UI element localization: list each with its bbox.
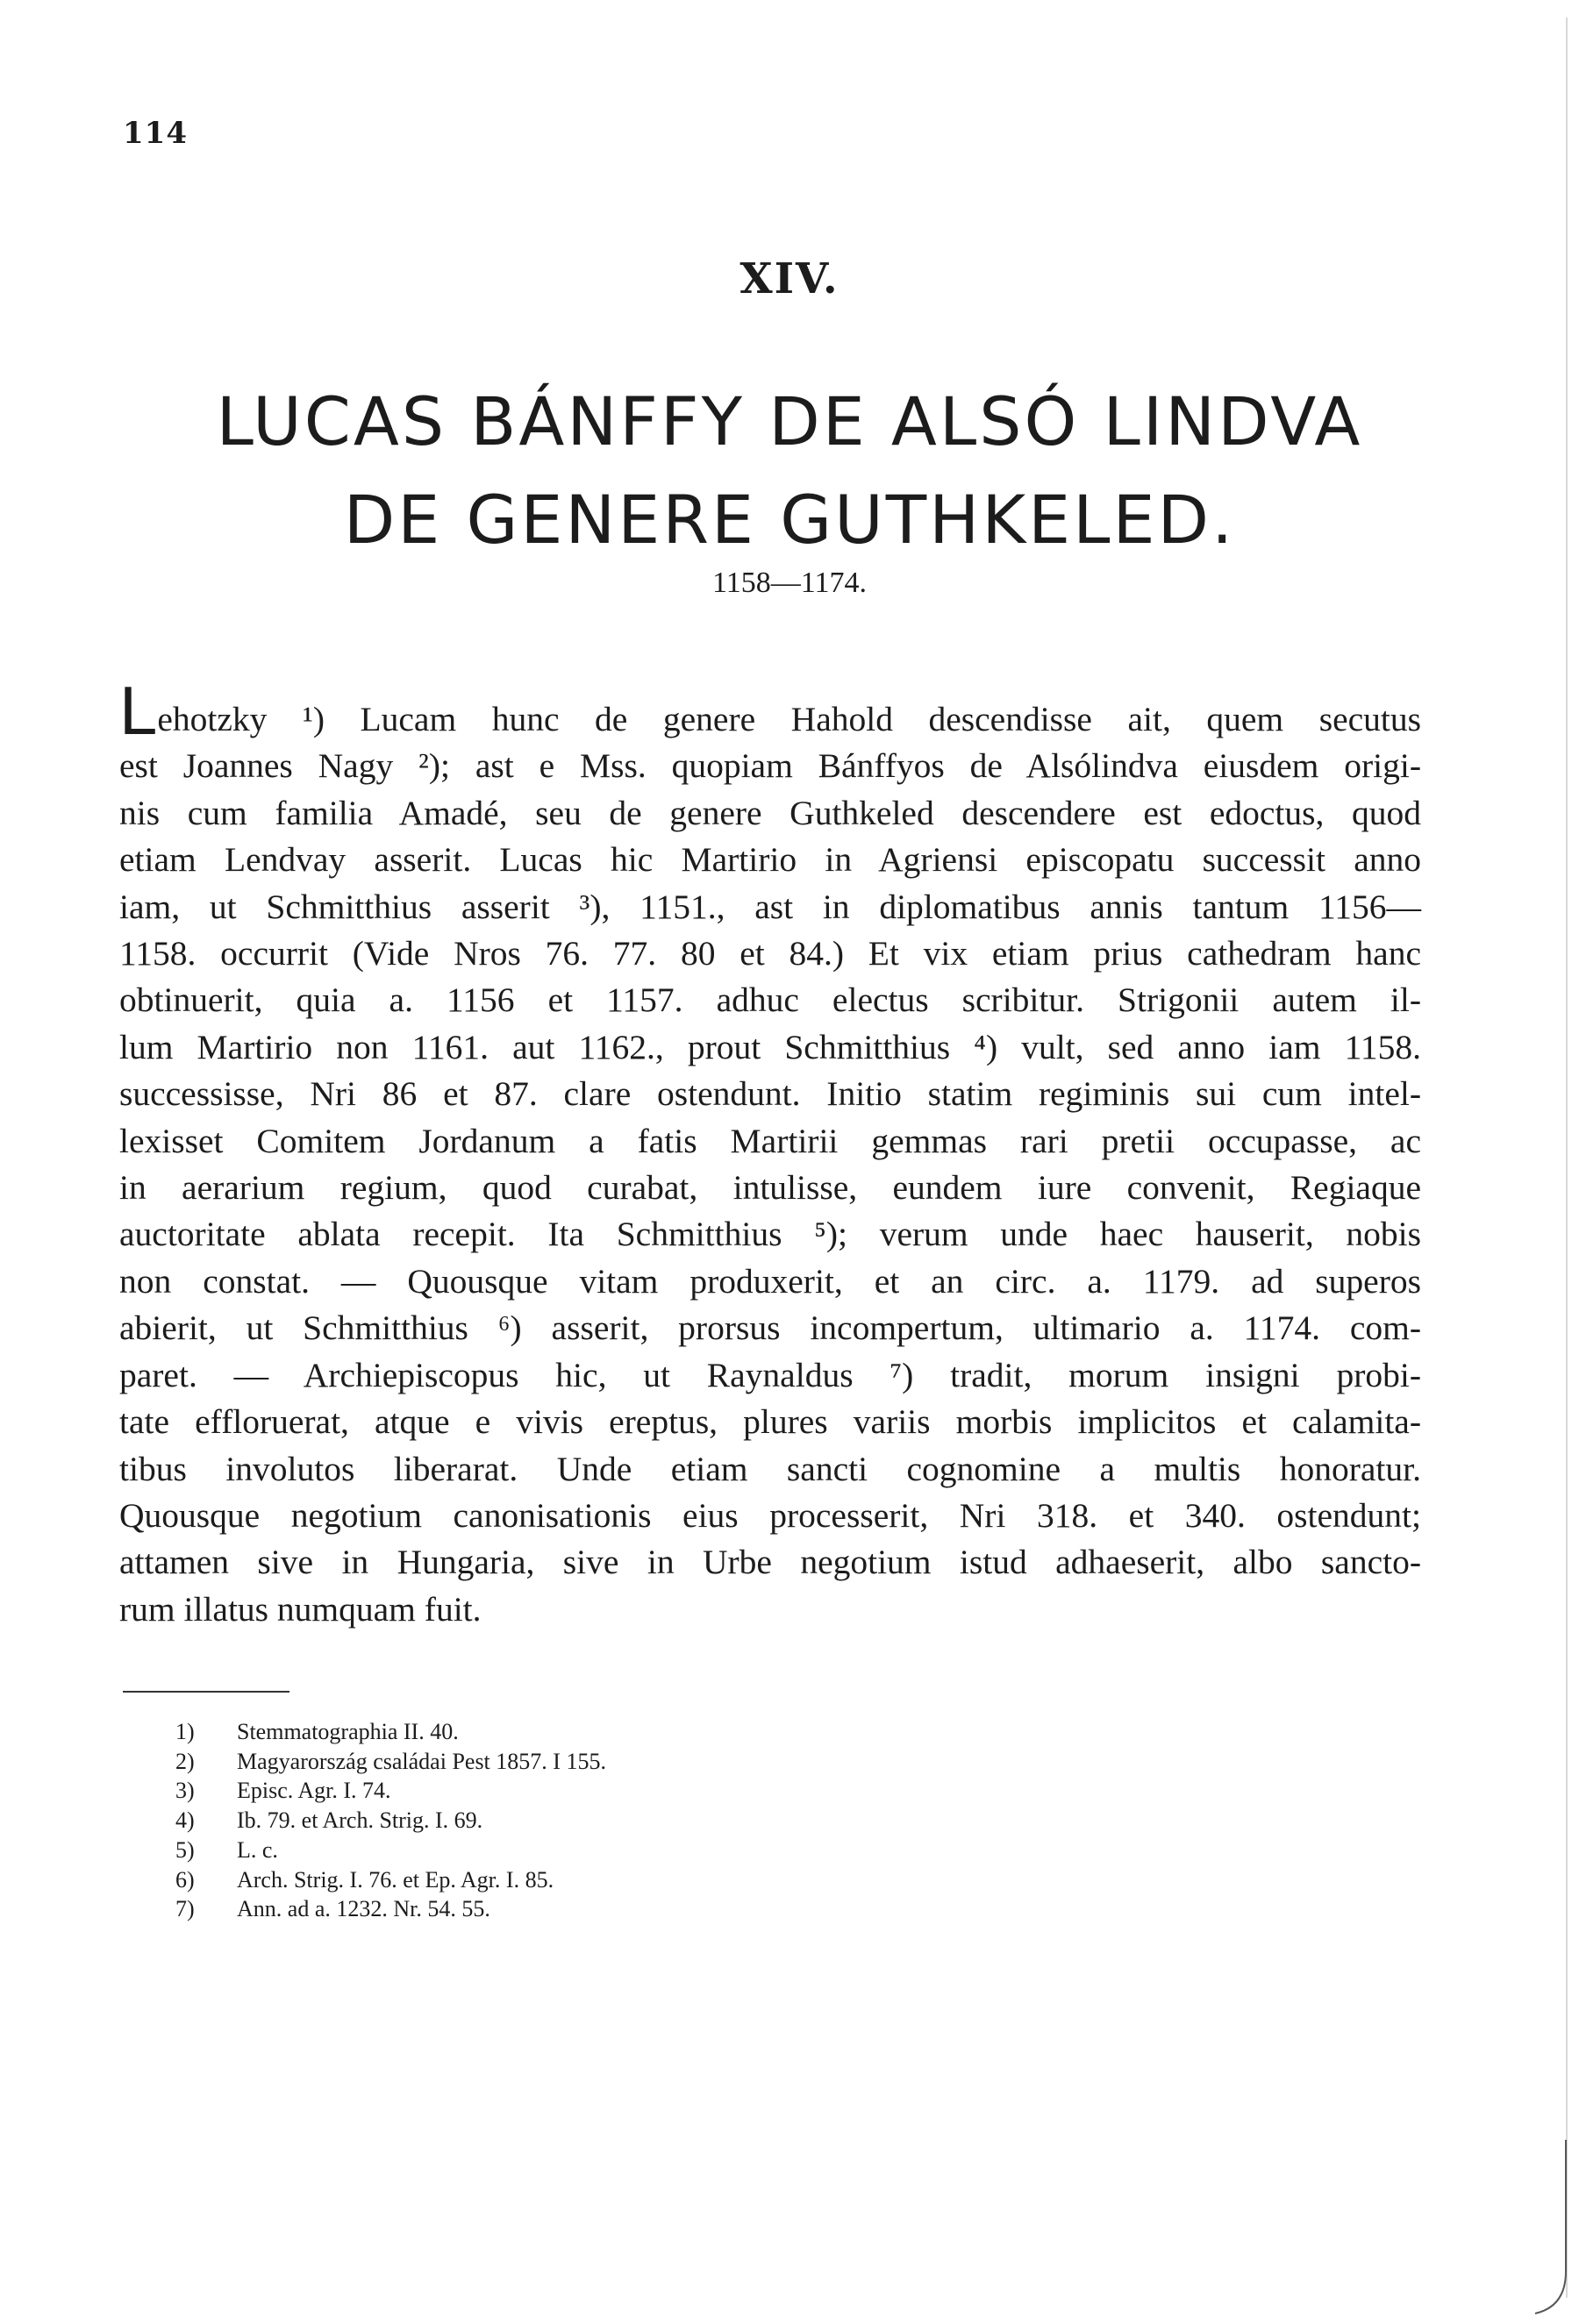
body-line: nis cum familia Amadé, seu de genere Guthkeled descendere est edoctus, quod [119,793,1421,832]
footnote-text: Episc. Agr. I. 74. [237,1778,391,1804]
footnote-text: Magyarország családai Pest 1857. I 155. [237,1748,606,1774]
body-line: non constat. — Quousque vitam produxerit, et an circ. a. 1179. ad superos [119,1261,1421,1301]
body-line: paret. — Archiepiscopus hic, ut Raynaldus ⁷) tradit, morum insigni probi- [119,1355,1421,1394]
body-line: abierit, ut Schmitthius ⁶) asserit, prorsus incompertum, ultimario a. 1174. com- [119,1308,1421,1348]
footnote [175,1894,1228,1924]
footnote [175,1776,1228,1806]
footnote-number: 1) [175,1719,195,1744]
body-line: attamen sive in Hungaria, sive in Urbe negotium istud adhaeserit, albo sancto- [119,1543,1421,1582]
footnote [175,1836,1228,1865]
footnote [175,1717,1228,1747]
footnote-text: Arch. Strig. I. 76. et Ep. Agr. I. 85. [237,1866,554,1893]
drop-cap: L [119,672,158,749]
body-line: lum Martirio non 1161. aut 1162., prout Schmitthius ⁴) vult, sed anno iam 1158. [119,1027,1421,1066]
footnote [175,1806,1228,1836]
footnote-number: 2) [175,1748,195,1774]
footnote-number: 3) [175,1778,195,1804]
footnote [175,1865,1228,1895]
footnote-number: 7) [175,1896,195,1922]
footnote-text: Ib. 79. et Arch. Strig. I. 69. [237,1807,483,1834]
title-line-2: DE GENERE GUTHKELED. [343,481,1236,559]
footnote-number: 5) [175,1836,195,1863]
body-line [119,672,1421,749]
date-range: 1158—1174. [712,567,867,599]
body-line: obtinuerit, quia a. 1156 et 1157. adhuc electus scribitur. Strigonii autem il- [119,980,1421,1020]
body-line: iam, ut Schmitthius asserit ³), 1151., ast in diplomatibus annis tantum 1156— [119,887,1421,926]
body-line: tibus involutos liberarat. Unde etiam sancti cognomine a multis honoratur. [119,1449,1421,1488]
page-edge-curve [1518,2140,1579,2315]
footnote-text: L. c. [237,1836,278,1863]
body-line: etiam Lendvay asserit. Lucas hic Martirio in Agriensi episcopatu successit anno [119,840,1421,880]
footnotes [175,1717,1228,1924]
body-line: successisse, Nri 86 et 87. clare ostendunt. Initio statim regiminis sui cum intel- [119,1074,1421,1114]
body-line: Quousque negotium canonisationis eius processerit, Nri 318. et 340. ostendunt; [119,1495,1421,1535]
title-line-1: LUCAS BÁNFFY DE ALSÓ LINDVA [216,382,1363,460]
footnote-text: Ann. ad a. 1232. Nr. 54. 55. [237,1896,490,1922]
footnote [175,1747,1228,1777]
body-line-text: ehotzky ¹) Lucam hunc de genere Hahold descendisse ait, quem secutus [157,700,1421,738]
body-paragraph [119,672,1421,1633]
body-line: auctoritate ablata recepit. Ita Schmitthius ⁵); verum unde haec hauserit, nobis [119,1215,1421,1254]
footnote-separator [123,1691,289,1693]
page-number: 114 [123,116,188,151]
body-line: est Joannes Nagy ²); ast e Mss. quopiam Bánffyos de Alsólindva eiusdem origi- [119,746,1421,786]
footnote-text: Stemmatographia II. 40. [237,1719,459,1744]
body-line: tate effloruerat, atque e vivis ereptus, plures variis morbis implicitos et calamita- [119,1402,1421,1442]
body-line: in aerarium regium, quod curabat, intulisse, eundem iure convenit, Regiaque [119,1168,1421,1208]
footnote-number: 4) [175,1807,195,1834]
body-line: rum illatus numquam fuit. [119,1589,482,1629]
footnote-number: 6) [175,1866,195,1893]
page-edge-line [1566,18,1568,2298]
body-line: lexisset Comitem Jordanum a fatis Martirii gemmas rari pretii occupasse, ac [119,1121,1421,1160]
body-line: 1158. occurrit (Vide Nros 76. 77. 80 et 84.) Et vix etiam prius cathedram hanc [119,934,1421,973]
chapter-title [0,373,1579,569]
chapter-number: XIV. [739,254,840,303]
